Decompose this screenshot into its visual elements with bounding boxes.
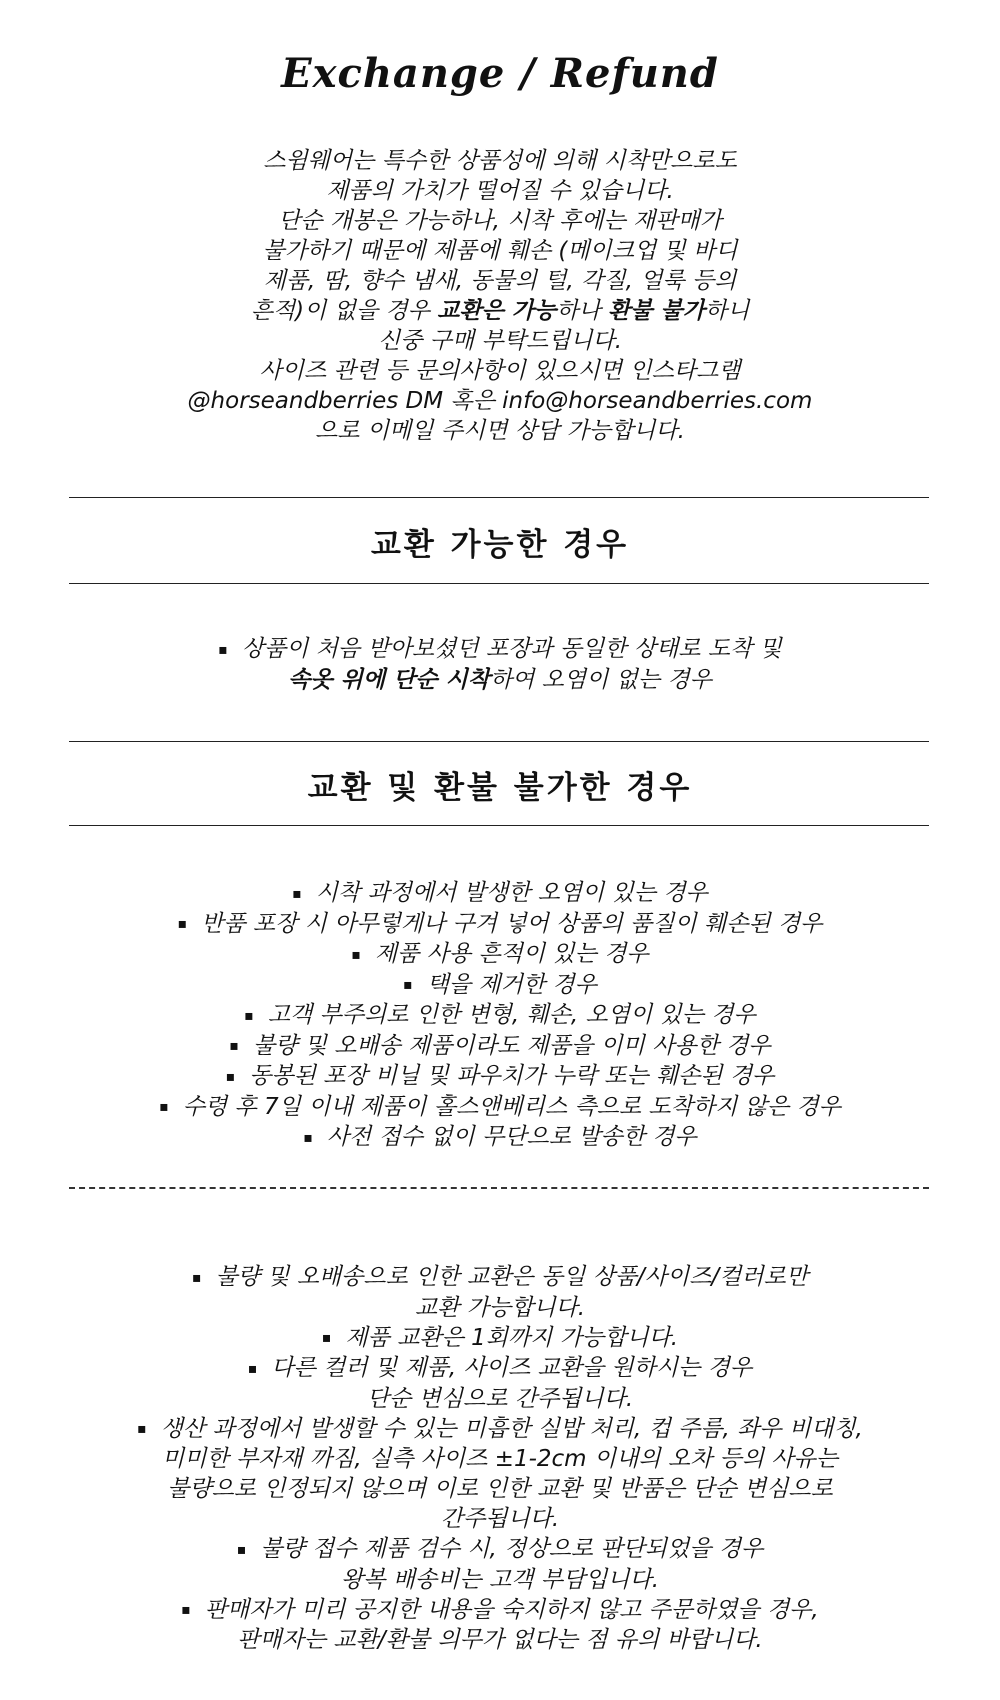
bullet-icon: ▪ (218, 641, 228, 658)
intro-line: 단순 개봉은 가능하나, 시착 후에는 재판매가 (278, 208, 722, 234)
list-item-text: 사전 접수 없이 무단으로 발송한 경우 (326, 1124, 697, 1150)
list-item-text: 불량 및 오배송 제품이라도 제품을 이미 사용한 경우 (252, 1032, 771, 1059)
note-text: 불량 접수 제품 검수 시, 정상으로 판단되었을 경우 (260, 1536, 764, 1562)
exchange-possible-list (60, 634, 940, 695)
intro-line: 제품의 가치가 떨어질 수 있습니다. (326, 178, 674, 204)
list-item (60, 1092, 940, 1123)
intro-text: 흔적)이 없을 경우 (250, 298, 438, 324)
note-text: 불량으로 인정되지 않으며 이로 인한 교환 및 반품은 단순 변심으로 (167, 1476, 833, 1502)
bullet-icon: ▪ (177, 916, 188, 932)
exchange-possible-emphasis: 교환은 가능 (437, 298, 557, 324)
list-item-text: 수령 후 7일 이내 제품이 홀스앤베리스 측으로 도착하지 않은 경우 (182, 1093, 841, 1120)
list-item (60, 1061, 940, 1092)
bullet-icon: ▪ (229, 1038, 239, 1054)
note-item (60, 1595, 940, 1626)
bullet-icon: ▪ (292, 885, 302, 902)
bullet-icon: ▪ (159, 1099, 169, 1115)
list-item-text: 하여 오염이 없는 경우 (489, 666, 712, 693)
section-divider (69, 583, 929, 584)
note-text: 미미한 부자재 까짐, 실측 사이즈 ±1-2cm 이내의 오차 등의 사유는 (161, 1446, 838, 1472)
page-title: Exchange / Refund (281, 50, 719, 97)
note-text: 생산 과정에서 발생할 수 있는 미흡한 실밥 처리, 컵 주름, 좌우 비대칭, (160, 1415, 863, 1442)
intro-line: 신중 구매 부탁드립니다. (377, 328, 623, 354)
list-item-continued (60, 665, 940, 695)
no-exchange-heading: 교환 및 환불 불가한 경우 (307, 770, 693, 806)
bullet-icon: ▪ (247, 1360, 258, 1377)
note-text: 판매자가 미리 공지한 내용을 숙지하지 않고 주문하였을 경우, (204, 1596, 819, 1623)
bullet-icon: ▪ (244, 1007, 254, 1024)
intro-line: 제품, 땀, 향수 냄새, 동물의 털, 각질, 얼룩 등의 (263, 268, 737, 294)
intro-text: 하나 (556, 298, 608, 324)
refund-impossible-emphasis: 환불 불가 (607, 298, 705, 324)
list-item-text: 고객 부주의로 인한 변형, 훼손, 오염이 있는 경우 (267, 1002, 756, 1028)
contact-line: @horseandberries DM 혹은 info@horseandberries.com (187, 388, 813, 414)
intro-line-emphasis (100, 296, 900, 326)
list-item-text: 제품 사용 흔적이 있는 경우 (374, 941, 649, 967)
no-exchange-list (60, 878, 940, 1153)
list-item (60, 1031, 940, 1062)
intro-line: 불가하기 때문에 제품에 훼손 (메이크업 및 바디 (262, 238, 738, 264)
intro-text: 하니 (704, 298, 750, 324)
section-divider (69, 497, 929, 498)
list-item (60, 634, 940, 665)
list-item (60, 970, 940, 1001)
note-text: 왕복 배송비는 고객 부담입니다. (340, 1566, 660, 1593)
list-item-text: 동봉된 포장 비닐 및 파우치가 누락 또는 훼손된 경우 (249, 1063, 775, 1089)
note-text: 단순 변심으로 간주됩니다. (366, 1385, 634, 1412)
intro-line: 사이즈 관련 등 문의사항이 있으시면 인스타그램 (259, 358, 741, 384)
list-item (60, 878, 940, 909)
note-item (60, 1414, 940, 1445)
list-item-text: 택을 제거한 경우 (426, 971, 597, 998)
exchange-possible-heading: 교환 가능한 경우 (370, 527, 630, 563)
list-item (60, 1000, 940, 1031)
list-item (60, 909, 940, 940)
note-item (60, 1262, 940, 1293)
bullet-icon: ▪ (191, 1269, 202, 1286)
note-text: 교환 가능합니다. (414, 1294, 586, 1321)
bullet-icon: ▪ (181, 1602, 191, 1618)
bullet-icon: ▪ (321, 1330, 332, 1346)
list-item-text: 반품 포장 시 아무렇게나 구겨 넣어 상품의 품질이 훼손된 경우 (201, 910, 823, 937)
policy-notes (60, 1262, 940, 1655)
list-item (60, 939, 940, 970)
section-divider (69, 825, 929, 826)
note-item (60, 1534, 940, 1565)
list-item-text: 상품이 처음 받아보셨던 포장과 동일한 상태로 도착 및 (241, 636, 782, 662)
bullet-icon: ▪ (351, 946, 361, 963)
intro-paragraph (100, 146, 900, 446)
note-item (60, 1323, 940, 1354)
bullet-icon: ▪ (236, 1541, 247, 1558)
bullet-icon: ▪ (225, 1068, 236, 1085)
note-item (60, 1353, 940, 1384)
bullet-icon: ▪ (137, 1421, 147, 1437)
note-text: 다른 컬러 및 제품, 사이즈 교환을 원하시는 경우 (271, 1355, 753, 1381)
list-item (60, 1122, 940, 1153)
note-text: 불량 및 오배송으로 인한 교환은 동일 상품/사이즈/컬러로만 (215, 1264, 809, 1290)
note-text: 제품 교환은 1회까지 가능합니다. (345, 1324, 679, 1351)
section-divider (69, 741, 929, 742)
try-on-emphasis: 속옷 위에 단순 시착 (288, 666, 490, 693)
note-text: 간주됩니다. (440, 1506, 560, 1532)
intro-line: 스윔웨어는 특수한 상품성에 의해 시착만으로도 (263, 148, 737, 174)
bullet-icon: ▪ (303, 1129, 313, 1146)
intro-line: 으로 이메일 주시면 상담 가능합니다. (315, 418, 685, 444)
note-text: 판매자는 교환/환불 의무가 없다는 점 유의 바랍니다. (237, 1627, 763, 1653)
bullet-icon: ▪ (403, 977, 413, 993)
list-item-text: 시착 과정에서 발생한 오염이 있는 경우 (315, 880, 708, 906)
dashed-divider (69, 1187, 929, 1189)
